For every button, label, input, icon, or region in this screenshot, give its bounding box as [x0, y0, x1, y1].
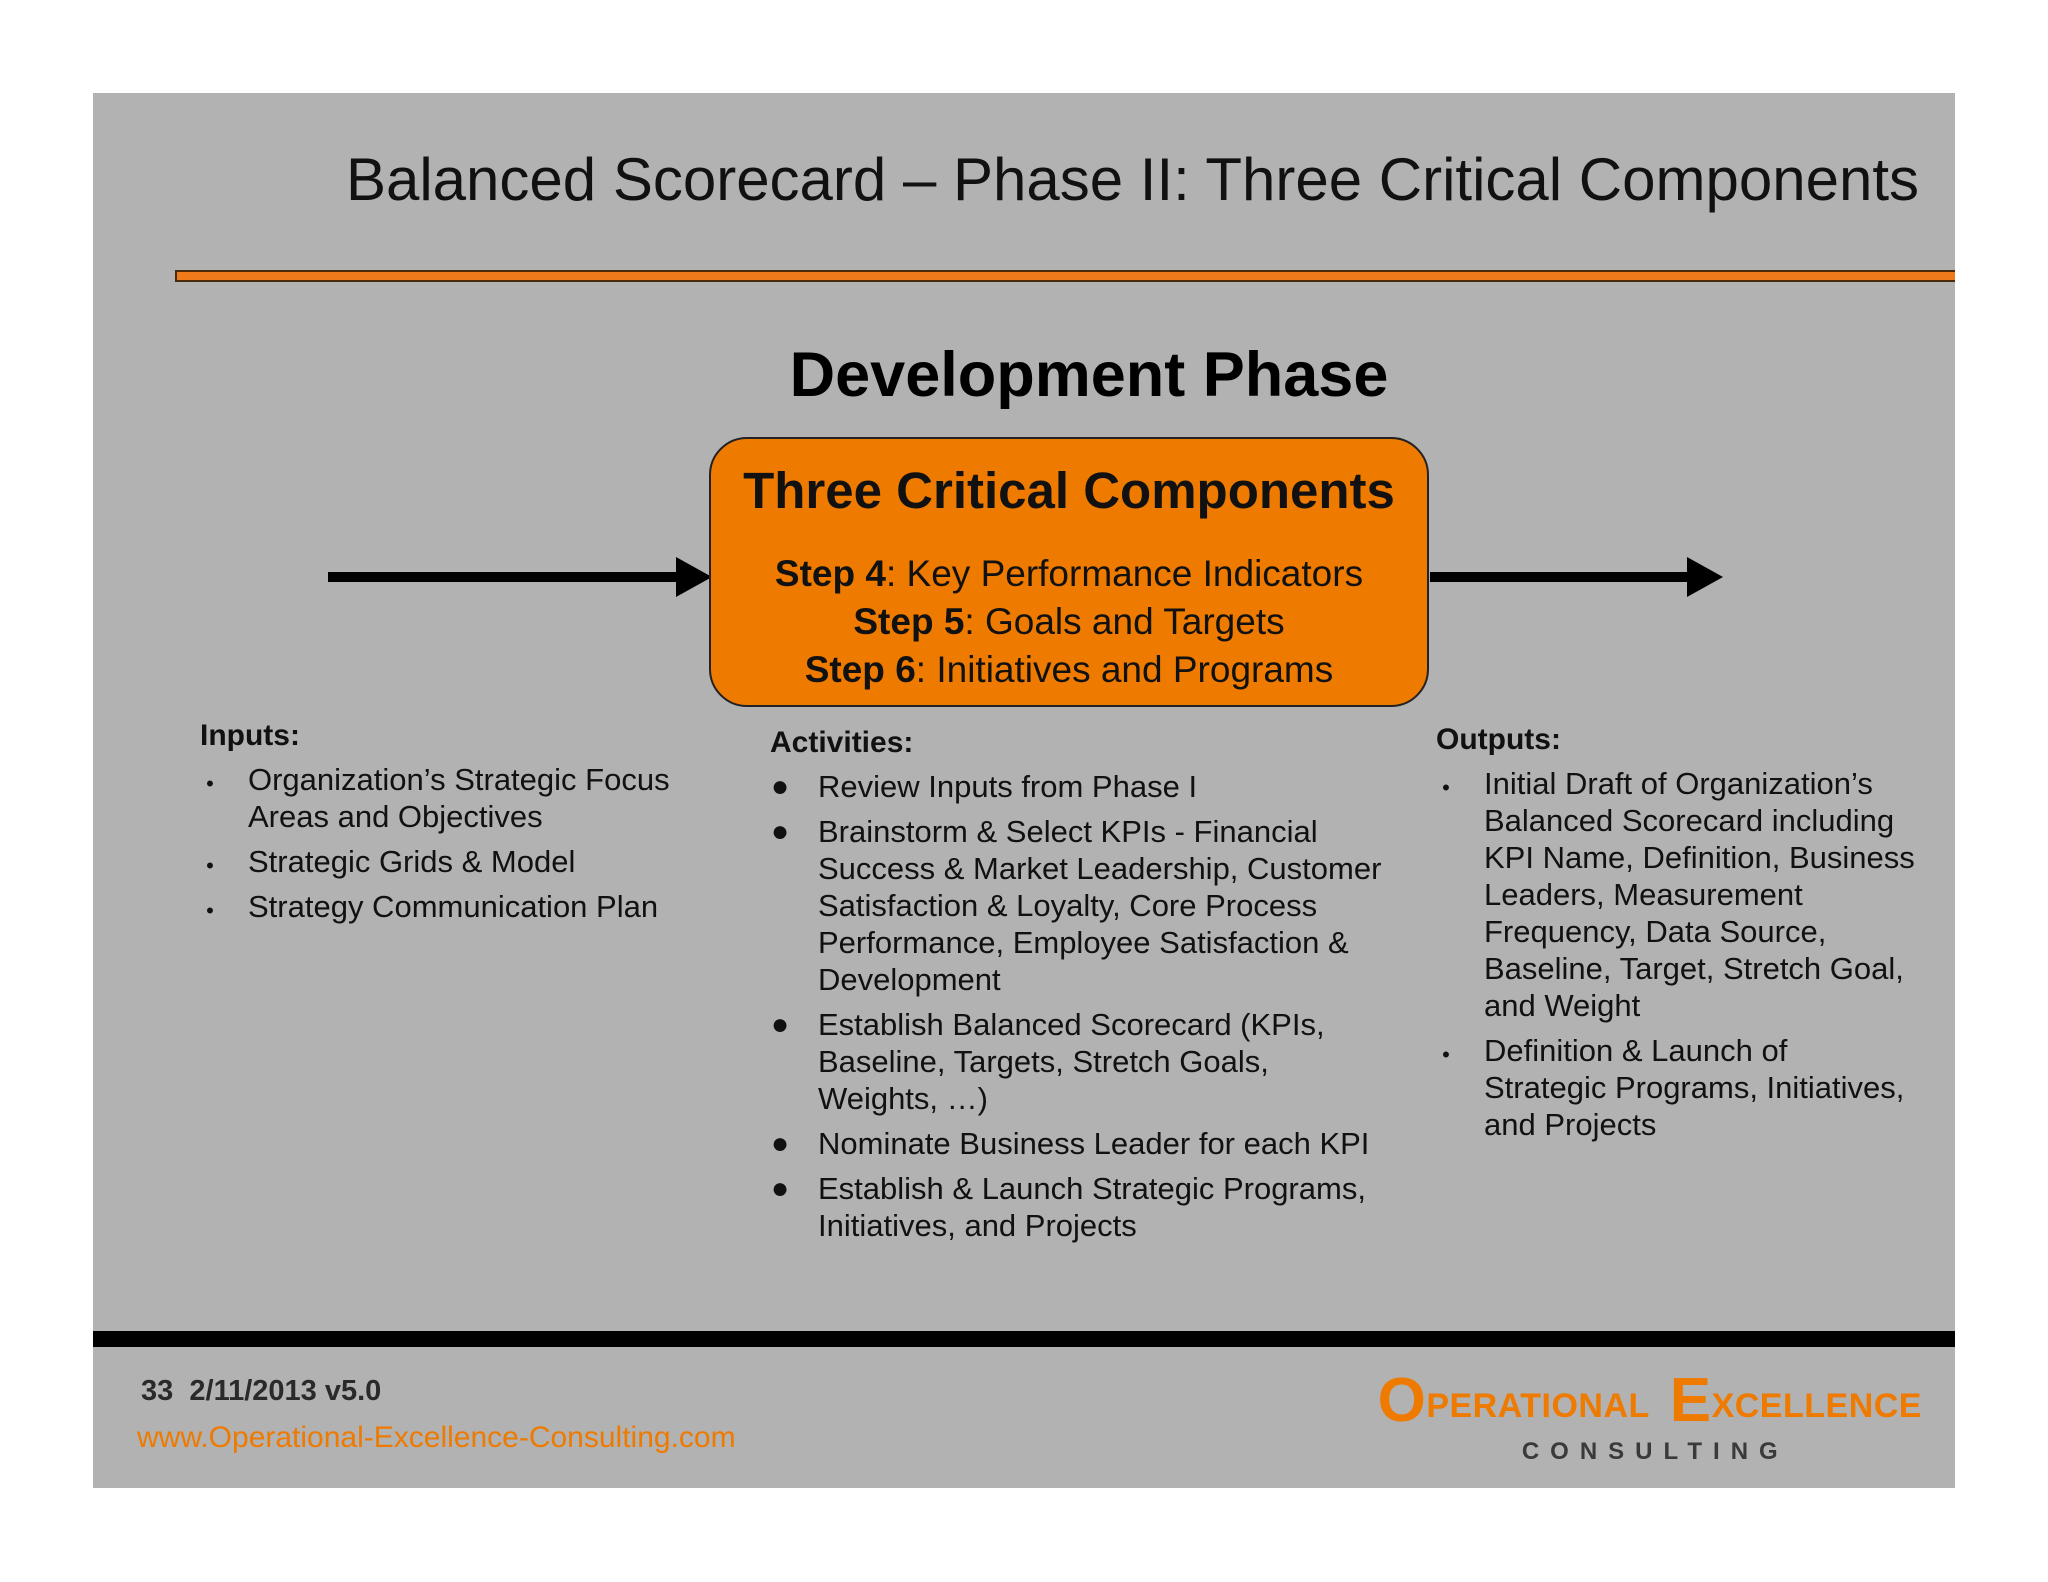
outputs-heading: Outputs:: [1436, 723, 1561, 756]
outputs-column: [1436, 723, 1916, 1151]
step-text: : Key Performance Indicators: [885, 553, 1364, 594]
list-item-text: Strategy Communication Plan: [248, 889, 659, 924]
step-label: Step 5: [853, 601, 965, 642]
bullet-icon: •: [206, 853, 214, 878]
bullet-icon: ●: [770, 1172, 790, 1205]
orange-divider: [175, 270, 1955, 282]
bullet-icon: •: [1442, 775, 1450, 800]
components-box: [709, 437, 1429, 707]
bullet-icon: •: [1442, 1042, 1450, 1067]
step-label: Step 4: [774, 553, 886, 594]
activities-list: [770, 768, 1390, 1244]
list-item: [770, 1125, 1390, 1162]
page-number: 33: [141, 1375, 174, 1407]
list-item: [200, 843, 720, 880]
list-item: [770, 1170, 1390, 1244]
list-item: [1436, 765, 1916, 1024]
list-item: [770, 768, 1390, 805]
inputs-heading: Inputs:: [200, 719, 300, 752]
list-item-text: Establish Balanced Scorecard (KPIs, Baseline, Targets, Stretch Goals, Weights, …): [818, 1007, 1325, 1116]
slide-title: Balanced Scorecard – Phase II: Three Critical Components: [345, 146, 1919, 213]
list-item: [770, 813, 1390, 998]
footer-meta: [141, 1375, 381, 1408]
step-text: : Goals and Targets: [964, 601, 1285, 642]
list-item-text: Review Inputs from Phase I: [818, 769, 1198, 804]
list-item-text: Nominate Business Leader for each KPI: [818, 1126, 1370, 1161]
slide: [93, 93, 1955, 1488]
output-arrow-icon: [1430, 572, 1687, 582]
outputs-list: [1436, 765, 1916, 1143]
list-item-text: Brainstorm & Select KPIs - Financial Success & Market Leadership, Customer Satisfaction & Loyalty, Core Process Performance, Employee Satisfaction & Development: [818, 814, 1382, 997]
steps-list: [711, 550, 1427, 694]
phase-heading: Development Phase: [789, 340, 1389, 410]
logo-subtitle: CONSULTING: [1521, 1438, 1789, 1465]
list-item-text: Initial Draft of Organization’s Balanced Scorecard including KPI Name, Definition, Business Leaders, Measurement Frequency, Data Source, Baseline, Target, Stretch Goal, and Weight: [1484, 766, 1915, 1023]
list-item: [200, 761, 720, 835]
bullet-icon: ●: [770, 1008, 790, 1041]
bullet-icon: ●: [770, 1127, 790, 1160]
inputs-list: [200, 761, 720, 925]
input-arrow-icon: [328, 572, 676, 582]
bullet-icon: •: [206, 771, 214, 796]
bullet-icon: •: [206, 898, 214, 923]
logo-wordmark: [1378, 1365, 1922, 1436]
step-4: [711, 550, 1427, 598]
list-item: [200, 888, 720, 925]
activities-heading: Activities:: [770, 726, 914, 759]
list-item: [1436, 1032, 1916, 1143]
list-item-text: Definition & Launch of Strategic Programs, Initiatives, and Projects: [1484, 1033, 1905, 1142]
step-6: [711, 646, 1427, 694]
logo-word1: PERATIONAL: [1426, 1387, 1650, 1425]
list-item: [770, 1006, 1390, 1117]
logo-word2: XCELLENCE: [1711, 1387, 1922, 1425]
logo-initial-e: E: [1669, 1366, 1712, 1435]
activities-column: [770, 726, 1390, 1252]
list-item-text: Establish & Launch Strategic Programs, Initiatives, and Projects: [818, 1171, 1366, 1243]
step-5: [711, 598, 1427, 646]
company-logo: [1378, 1365, 1922, 1466]
logo-initial-o: O: [1377, 1366, 1427, 1435]
inputs-column: [200, 719, 720, 933]
step-label: Step 6: [804, 649, 916, 690]
date-version: 2/11/2013 v5.0: [189, 1375, 382, 1407]
list-item-text: Strategic Grids & Model: [248, 844, 576, 879]
bullet-icon: ●: [770, 770, 790, 803]
footer-url-link[interactable]: www.Operational-Excellence-Consulting.com: [137, 1421, 736, 1454]
footer-divider: [93, 1331, 1955, 1347]
bullet-icon: ●: [770, 815, 790, 848]
list-item-text: Organization’s Strategic Focus Areas and Objectives: [248, 762, 670, 834]
step-text: : Initiatives and Programs: [915, 649, 1334, 690]
components-box-title: Three Critical Components: [743, 462, 1395, 519]
